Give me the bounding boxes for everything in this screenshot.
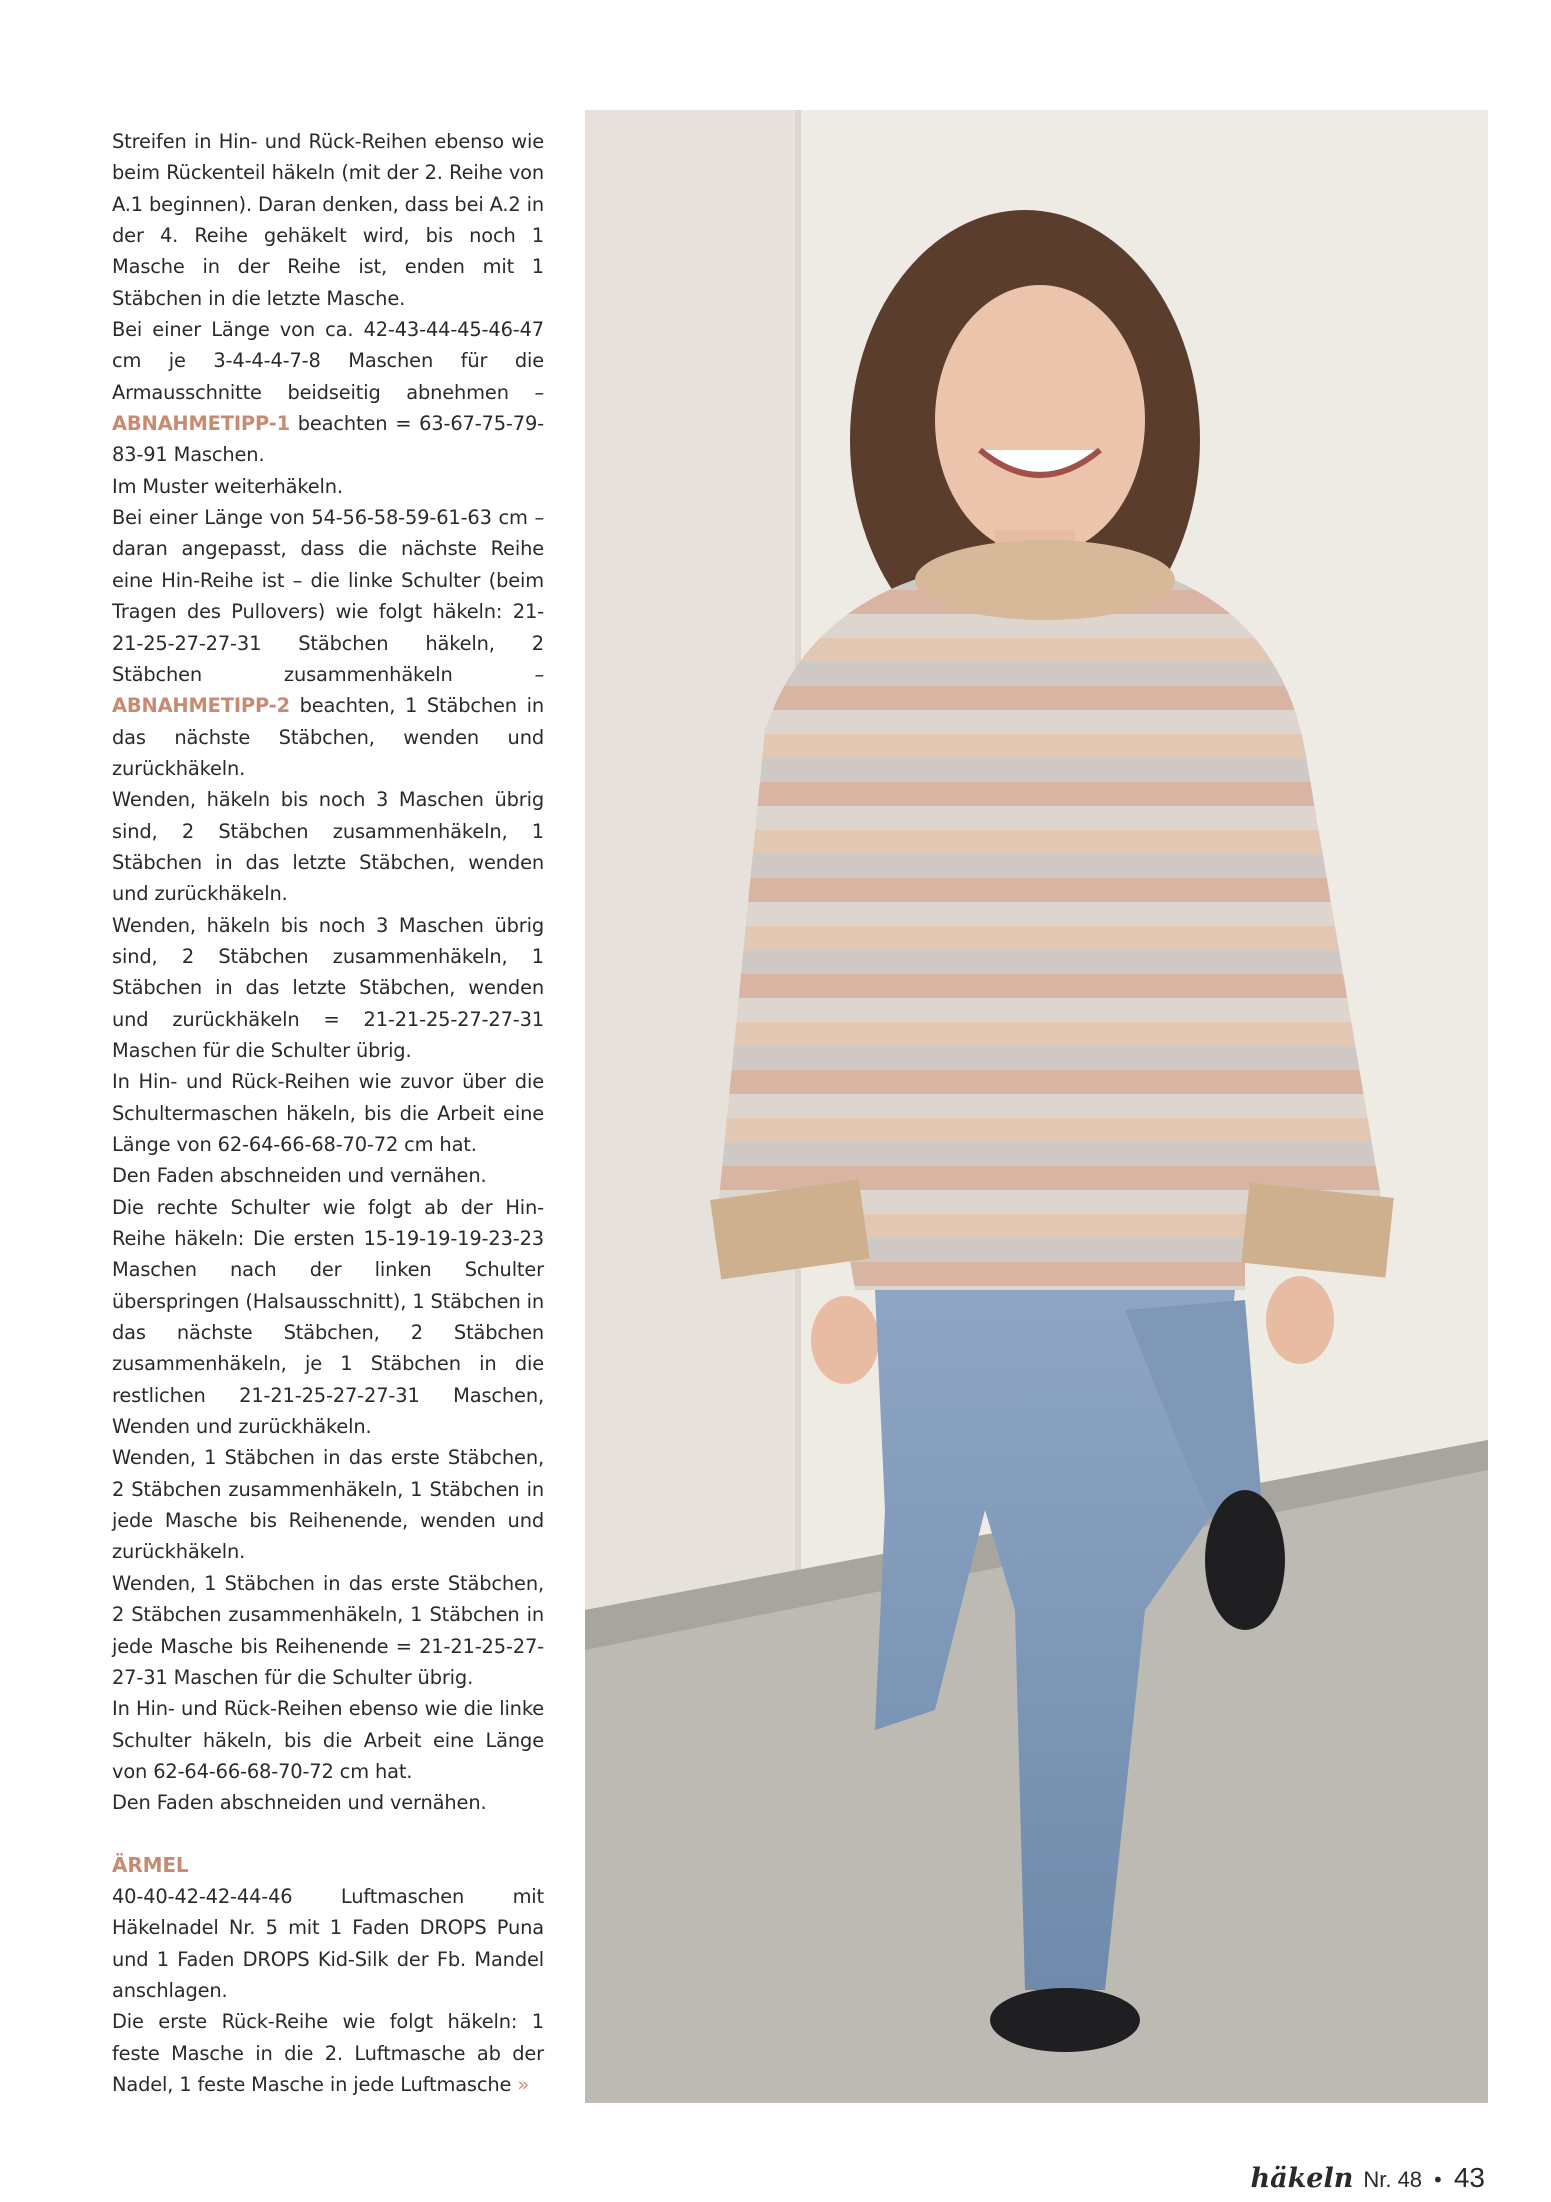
- paragraph: Wenden, 1 Stäbchen in das erste Stäbchen, 2 Stäbchen zusammenhäkeln, 1 Stäbchen in jede Masche bis Reihenende = 21-21-25-27-27-31 Maschen für die Schulter übrig.: [112, 1571, 544, 1689]
- paragraph: 40-40-42-42-44-46 Luftmaschen mit Häkelnadel Nr. 5 mit 1 Faden DROPS Puna und 1 Faden DROPS Kid-Silk der Fb. Mandel anschlagen.: [112, 1884, 544, 2002]
- paragraph: Die rechte Schulter wie folgt ab der Hin-Reihe häkeln: Die ersten 15-19-19-19-23-23 Maschen nach der linken Schulter überspringen (Halsausschnitt), 1 Stäbchen in das nächste Stäbchen, 2 Stäbchen zusammenhäkeln, je 1 Stäbchen in die restlichen 21-21-25-27-27-31 Maschen, Wenden und zurückhäkeln.: [112, 1195, 544, 1439]
- paragraph: Streifen in Hin- und Rück-Reihen ebenso wie beim Rückenteil häkeln (mit der 2. Reihe von A.1 beginnen). Daran denken, dass bei A.2 in der 4. Reihe gehäkelt wird, bis noch 1 Masche in der Reihe ist, enden mit 1 Stäbchen in die letzte Masche.: [112, 130, 544, 310]
- footer-separator: •: [1432, 2168, 1444, 2192]
- magazine-logo: häkeln: [1250, 2163, 1354, 2194]
- paragraph-text: beachten = 63-67-75-79-83-91 Maschen.: [112, 412, 545, 467]
- paragraph: [112, 502, 544, 784]
- paragraph: In Hin- und Rück-Reihen ebenso wie die linke Schulter häkeln, bis die Arbeit eine Länge von 62-64-66-68-70-72 cm hat.: [112, 1697, 544, 1783]
- paragraph-text: Die erste Rück-Reihe wie folgt häkeln: 1 feste Masche in die 2. Luftmasche ab der Nadel, 1 feste Masche in jede Luftmasche: [112, 2010, 544, 2096]
- paragraph: Den Faden abschneiden und vernähen.: [112, 1164, 487, 1188]
- paragraph-text: beachten, 1 Stäbchen in das nächste Stäbchen, wenden und zurückhäkeln.: [112, 694, 544, 780]
- abnahmetipp-1-reference[interactable]: ABNAHMETIPP-1: [112, 412, 290, 436]
- paragraph: Im Muster weiterhäkeln.: [112, 474, 343, 498]
- paragraph: Wenden, häkeln bis noch 3 Maschen übrig sind, 2 Stäbchen zusammenhäkeln, 1 Stäbchen in das letzte Stäbchen, wenden und zurückhäkeln.: [112, 788, 544, 906]
- paragraph: Wenden, 1 Stäbchen in das erste Stäbchen, 2 Stäbchen zusammenhäkeln, 1 Stäbchen in jede Masche bis Reihenende, wenden und zurückhäkeln.: [112, 1446, 544, 1564]
- paragraph: Den Faden abschneiden und vernähen.: [112, 1791, 487, 1815]
- paragraph: [112, 314, 544, 471]
- page-footer: [1250, 2162, 1485, 2202]
- paragraph: Wenden, häkeln bis noch 3 Maschen übrig sind, 2 Stäbchen zusammenhäkeln, 1 Stäbchen in das letzte Stäbchen, wenden und zurückhäkeln = 21-21-25-27-27-31 Maschen für die Schulter übrig.: [112, 913, 544, 1062]
- abnahmetipp-2-reference[interactable]: ABNAHMETIPP-2: [112, 694, 290, 718]
- paragraph-text: Bei einer Länge von ca. 42-43-44-45-46-47 cm je 3-4-4-4-7-8 Maschen für die Armausschnitte beidseitig abnehmen –: [112, 318, 544, 404]
- paragraph-text: Bei einer Länge von 54-56-58-59-61-63 cm – daran angepasst, dass die nächste Reihe eine Hin-Reihe ist – die linke Schulter (beim Tragen des Pullovers) wie folgt häkeln: 21-21-25-27-27-31 Stäbchen häkeln, 2 Stäbchen zusammenhäkeln –: [112, 506, 544, 686]
- paragraph: In Hin- und Rück-Reihen wie zuvor über die Schultermaschen häkeln, bis die Arbeit eine Länge von 62-64-66-68-70-72 cm hat.: [112, 1070, 544, 1156]
- model-photo-illustration: [585, 110, 1488, 2103]
- continue-arrow-icon: »: [517, 2072, 530, 2096]
- paragraph: [112, 2006, 544, 2100]
- page-number: 43: [1453, 2162, 1485, 2193]
- section-heading-aermel: ÄRMEL: [112, 1852, 189, 1877]
- issue-number: Nr. 48: [1363, 2167, 1423, 2192]
- pattern-text-column: [112, 126, 544, 2100]
- model-photo: [585, 110, 1488, 2103]
- section-spacer: [112, 1819, 544, 1850]
